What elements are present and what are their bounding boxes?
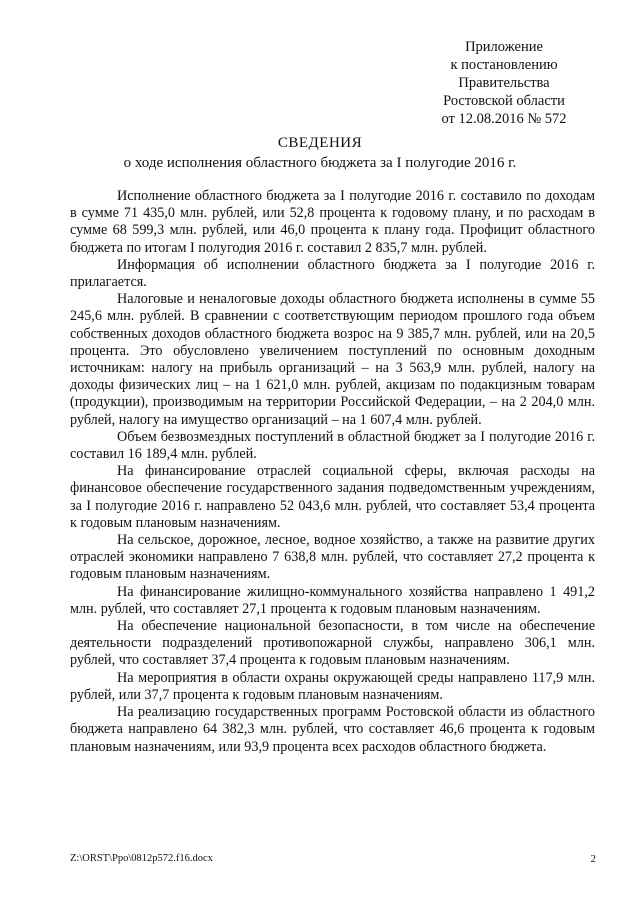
document-body <box>70 188 595 756</box>
appendix-line: Ростовской области <box>443 93 565 109</box>
page-footer <box>70 853 596 865</box>
document-title: СВЕДЕНИЯ <box>277 135 363 151</box>
paragraph: На обеспечение национальной безопасности, в том числе на обеспечение деятельности подразделений противопожарной службы, направлено 306,1 млн. рублей, что составляет 37,4 процента к годовым плановым назначениям. <box>70 618 595 669</box>
page-number: 2 <box>590 853 596 865</box>
paragraph: На мероприятия в области охраны окружающей среды направлено 117,9 млн. рублей, или 37,7 процента к годовым плановым назначениям. <box>70 669 595 703</box>
file-path: Z:\ORST\Ppo\0812p572.f16.docx <box>70 853 213 864</box>
paragraph: На реализацию государственных программ Ростовской области из областного бюджета направлено 64 382,3 млн. рублей, что составляет 46,6 процента к годовым плановым назначениям, или 93,9 процента всех расходов областного бюджета. <box>70 704 595 755</box>
paragraph: Исполнение областного бюджета за I полугодие 2016 г. составило по доходам в сумме 71 435,0 млн. рублей, или 52,8 процента к годовому плану, и по расходам в сумме 68 599,3 млн. рублей, или 46,0 процента к плану года. Профицит областного бюджета по итогам I полугодия 2016 г. составил 2 835,7 млн. рублей. <box>70 188 595 256</box>
appendix-line: Приложение <box>465 39 543 55</box>
paragraph: Налоговые и неналоговые доходы областного бюджета исполнены в сумме 55 245,6 млн. рублей. В сравнении с соответствующим периодом прошлого года объем собственных доходов областного бюджета возрос на 9 385,7 млн. рублей, или на 20,5 процента. Это обусловлено увеличением поступлений по основным доходным источникам: налогу на прибыль организаций – на 3 563,9 млн. рублей, налогу на доходы физических лиц – на 1 621,0 млн. рублей, акцизам по подакцизным товарам (продукции), производимым на территории Российской Федерации, – на 2 204,0 млн. рублей, налогу на имущество организаций – на 1 607,4 млн. рублей. <box>70 291 595 428</box>
document-subtitle: о ходе исполнения областного бюджета за I полугодие 2016 г. <box>123 155 517 171</box>
paragraph: На сельское, дорожное, лесное, водное хозяйство, а также на развитие других отраслей экономики направлено 7 638,8 млн. рублей, что составляет 27,2 процента к годовым плановым назначениям. <box>70 532 595 583</box>
paragraph: На финансирование жилищно-коммунального хозяйства направлено 1 491,2 млн. рублей, что составляет 27,1 процента к годовым плановым назначениям. <box>70 583 595 617</box>
paragraph: На финансирование отраслей социальной сферы, включая расходы на финансовое обеспечение государственного задания подведомственным учреждениям, за I полугодие 2016 г. направлено 52 043,6 млн. рублей, что составляет 53,4 процента к годовым плановым назначениям. <box>70 463 595 531</box>
appendix-line: к постановлению <box>450 57 558 73</box>
appendix-line: Правительства <box>458 75 550 91</box>
appendix-line: от 12.08.2016 № 572 <box>441 111 567 127</box>
paragraph: Информация об исполнении областного бюджета за I полугодие 2016 г. прилагается. <box>70 256 595 291</box>
appendix-header <box>415 38 593 128</box>
paragraph: Объем безвозмездных поступлений в областной бюджет за I полугодие 2016 г. составил 16 189,4 млн. рублей. <box>70 428 595 463</box>
